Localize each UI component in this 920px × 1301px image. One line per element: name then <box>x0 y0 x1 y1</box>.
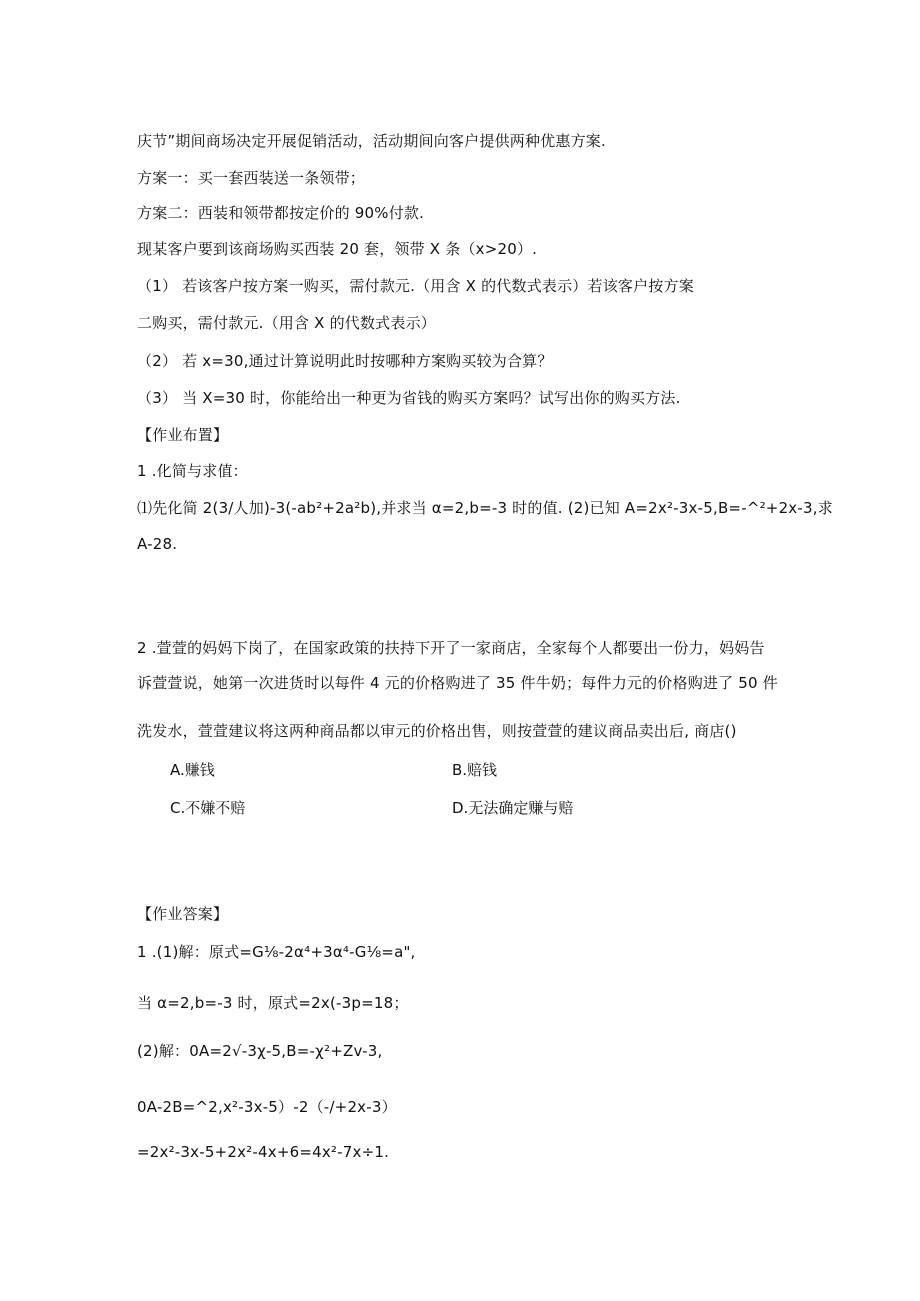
problem-2-line-2: 诉萱萱说，她第一次进货时以每件 4 元的价格购进了 35 件牛奶；每件力元的价格购进了 50 件 <box>137 674 778 692</box>
question-2: （2） 若 x=30,通过计算说明此时按哪种方案购买较为合算？ <box>137 352 553 370</box>
problem-2-line-1: 2 .萱萱的妈妈下岗了，在国家政策的扶持下开了一家商店，全家每个人都要出一份力，妈妈告 <box>137 639 765 657</box>
answer-line-2: 当 α=2,b=-3 时，原式=2x(-3p=18； <box>137 994 409 1012</box>
homework-heading: 【作业布置】 <box>137 426 229 444</box>
question-3: （3） 当 X=30 时，你能给出一种更为省钱的购买方案吗？试写出你的购买方法. <box>137 389 681 407</box>
question-1-line-2: 二购买，需付款元.（用含 X 的代数式表示） <box>137 314 436 332</box>
answer-line-4: 0A-2B=^2,x²-3x-5）-2（-/+2x-3） <box>137 1098 397 1116</box>
option-a: A.赚钱 <box>170 761 215 779</box>
problem-1-title: 1 .化简与求值： <box>137 462 248 480</box>
answer-line-5: =2x²-3x-5+2x²-4x+6=4x²-7x÷1. <box>137 1143 390 1161</box>
answers-heading: 【作业答案】 <box>137 905 229 923</box>
problem-2-line-3: 洗发水，萱萱建议将这两种商品都以审元的价格出售，则按萱萱的建议商品卖出后, 商店() <box>137 722 737 740</box>
option-b: B.赔钱 <box>452 761 498 779</box>
option-c: C.不嫌不赔 <box>170 799 246 817</box>
answer-line-3: (2)解：0A=2√-3χ-5,B=-χ²+Zv-3, <box>137 1042 383 1060</box>
option-d: D.无法确定赚与赔 <box>452 799 574 817</box>
plan-two: 方案二：西装和领带都按定价的 90%付款. <box>137 204 425 222</box>
plan-one: 方案一：买一套西装送一条领带； <box>137 169 366 187</box>
answer-line-1: 1 .(1)解：原式=G⅛-2α⁴+3α⁴-G⅛=a", <box>137 943 416 961</box>
question-1-line-1: （1） 若该客户按方案一购买，需付款元.（用含 X 的代数式表示）若该客户按方案 <box>137 277 694 295</box>
customer-scenario: 现某客户要到该商场购买西装 20 套，领带 X 条（x>20）. <box>137 240 538 258</box>
problem-1-line-2: A-28. <box>137 535 178 553</box>
problem-1-line-1: ⑴先化简 2(3/人加)-3(-ab²+2a²b),并求当 α=2,b=-3 时的值. (2)已知 A=2x²-3x-5,B=-^²+2x-3,求 <box>137 499 833 517</box>
intro-line-1: 庆节”期间商场决定开展促销活动，活动期间向客户提供两种优惠方案. <box>137 132 606 150</box>
